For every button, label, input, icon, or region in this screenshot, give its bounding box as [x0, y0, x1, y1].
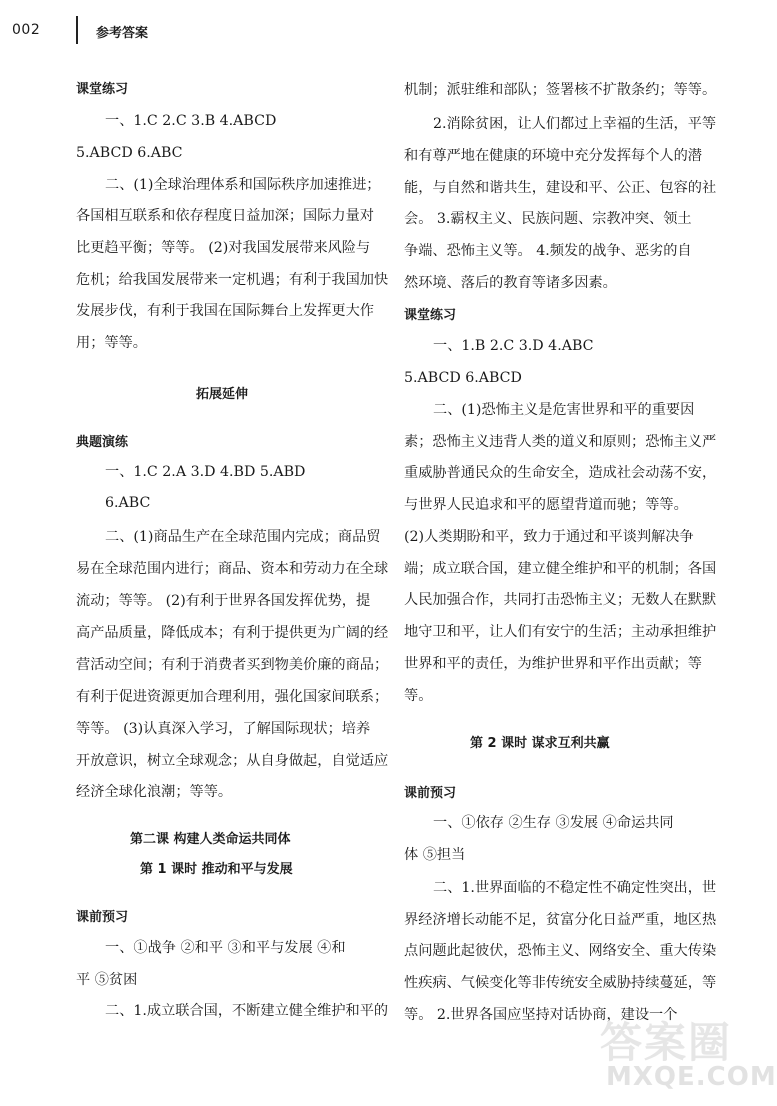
lesson-title: 第二课 构建人类命运共同体 — [130, 832, 291, 847]
page-number: 002 — [12, 22, 41, 38]
answer-line: 开放意识，树立全球观念；从自身做起，自觉适应 — [76, 753, 389, 769]
answer-line: 各国相互联系和依存程度日益加深；国际力量对 — [76, 208, 374, 224]
answer-line: 二、(1)恐怖主义是危害世界和平的重要因 — [433, 402, 695, 418]
answer-line: 一、1.B 2.C 3.D 4.ABC — [433, 338, 594, 354]
answer-line: 性疾病、气候变化等非传统安全威胁持续蔓延，等 — [404, 975, 717, 991]
answer-line: 等。 2.世界各国应坚持对话协商，建设一个 — [404, 1007, 678, 1023]
answer-line: 流动；等等。 (2)有利于世界各国发挥优势，提 — [76, 593, 371, 609]
answer-line: 地守卫和平，让人们有安宁的生活；主动承担维护 — [404, 624, 717, 640]
answer-line: 营活动空间；有利于消费者买到物美价廉的商品； — [76, 657, 389, 673]
watermark-logo — [594, 1010, 777, 1096]
answer-line: 端；成立联合国，建立健全维护和平的机制；各国 — [404, 561, 717, 577]
answer-line: 二、1.世界面临的不稳定性不确定性突出，世 — [433, 880, 717, 896]
header-title: 参考答案 — [96, 26, 149, 41]
section-heading: 课前预习 — [404, 786, 457, 801]
answer-line: 比更趋平衡；等等。 (2)对我国发展带来风险与 — [76, 240, 371, 256]
answer-line: 用；等等。 — [76, 335, 147, 351]
lesson-subtitle: 第 1 课时 推动和平与发展 — [140, 862, 293, 877]
answer-line: 一、①依存 ②生存 ③发展 ④命运共同 — [433, 815, 674, 831]
answer-line: 点问题此起彼伏，恐怖主义、网络安全、重大传染 — [404, 943, 717, 959]
answer-line: 经济全球化浪潮；等等。 — [76, 784, 233, 800]
answer-line: 素；恐怖主义违背人类的道义和原则；恐怖主义严 — [404, 434, 717, 450]
section-heading: 课堂练习 — [76, 82, 129, 97]
answer-line: 6.ABC — [105, 495, 151, 511]
answer-line: 平 ⑤贫困 — [76, 972, 138, 988]
answer-line: 体 ⑤担当 — [404, 847, 466, 863]
answer-line: 二、(1)商品生产在全球范围内完成；商品贸 — [105, 529, 381, 545]
header-divider — [76, 16, 78, 44]
section-heading: 课前预习 — [76, 910, 129, 925]
answer-line: 机制；派驻维和部队；签署核不扩散条约；等等。 — [404, 82, 717, 98]
answer-line: 重威胁普通民众的生命安全，造成社会动荡不安， — [404, 465, 717, 481]
answer-line: 危机；给我国发展带来一定机遇；有利于我国加快 — [76, 272, 389, 288]
answer-line: 高产品质量，降低成本；有利于提供更为广阔的经 — [76, 625, 389, 641]
lesson-subtitle: 第 2 课时 谋求互利共赢 — [470, 736, 610, 751]
answer-line: 发展步伐，有利于我国在国际舞台上发挥更大作 — [76, 303, 374, 319]
answer-line: 和有尊严地在健康的环境中充分发挥每个人的潜 — [404, 148, 702, 164]
answer-line: 有利于促进资源更加合理利用，强化国家间联系； — [76, 689, 389, 705]
answer-line: 人民加强合作，共同打击恐怖主义；无数人在默默 — [404, 592, 717, 608]
answer-line: 能，与自然和谐共生，建设和平、公正、包容的社 — [404, 180, 717, 196]
answer-line: 等。 — [404, 688, 433, 704]
answer-line: 然环境、落后的教育等诸多因素。 — [404, 275, 617, 291]
answer-line: 一、1.C 2.A 3.D 4.BD 5.ABD — [105, 464, 306, 480]
watermark-url: MXQE.COM — [606, 1062, 777, 1092]
answer-line: 二、(1)全球治理体系和国际秩序加速推进； — [105, 177, 381, 193]
answer-line: 会。 3.霸权主义、民族问题、宗教冲突、领土 — [404, 211, 692, 227]
watermark-text: 答案圈 — [600, 1018, 733, 1067]
answer-line: 2.消除贫困，让人们都过上幸福的生活，平等 — [433, 116, 717, 132]
answer-line: 一、1.C 2.C 3.B 4.ABCD — [105, 113, 277, 129]
answer-line: 易在全球范围内进行；商品、资本和劳动力在全球 — [76, 561, 389, 577]
answer-line: 界经济增长动能不足，贫富分化日益严重，地区热 — [404, 912, 717, 928]
answer-line: 等等。 (3)认真深入学习，了解国际现状；培养 — [76, 721, 371, 737]
section-heading: 课堂练习 — [404, 308, 457, 323]
section-heading: 典题演练 — [76, 435, 129, 450]
answer-line: (2)人类期盼和平，致力于通过和平谈判解决争 — [404, 529, 694, 545]
section-heading-centered: 拓展延伸 — [196, 387, 249, 402]
answer-line: 二、1.成立联合国，不断建立健全维护和平的 — [105, 1003, 389, 1019]
answer-line: 世界和平的责任，为维护世界和平作出贡献；等 — [404, 656, 702, 672]
answer-line: 一、①战争 ②和平 ③和平与发展 ④和 — [105, 940, 346, 956]
answer-line: 与世界人民追求和平的愿望背道而驰；等等。 — [404, 497, 688, 513]
answer-line: 5.ABCD 6.ABCD — [404, 370, 522, 386]
answer-line: 5.ABCD 6.ABC — [76, 145, 183, 161]
answer-line: 争端、恐怖主义等。 4.频发的战争、恶劣的自 — [404, 243, 692, 259]
